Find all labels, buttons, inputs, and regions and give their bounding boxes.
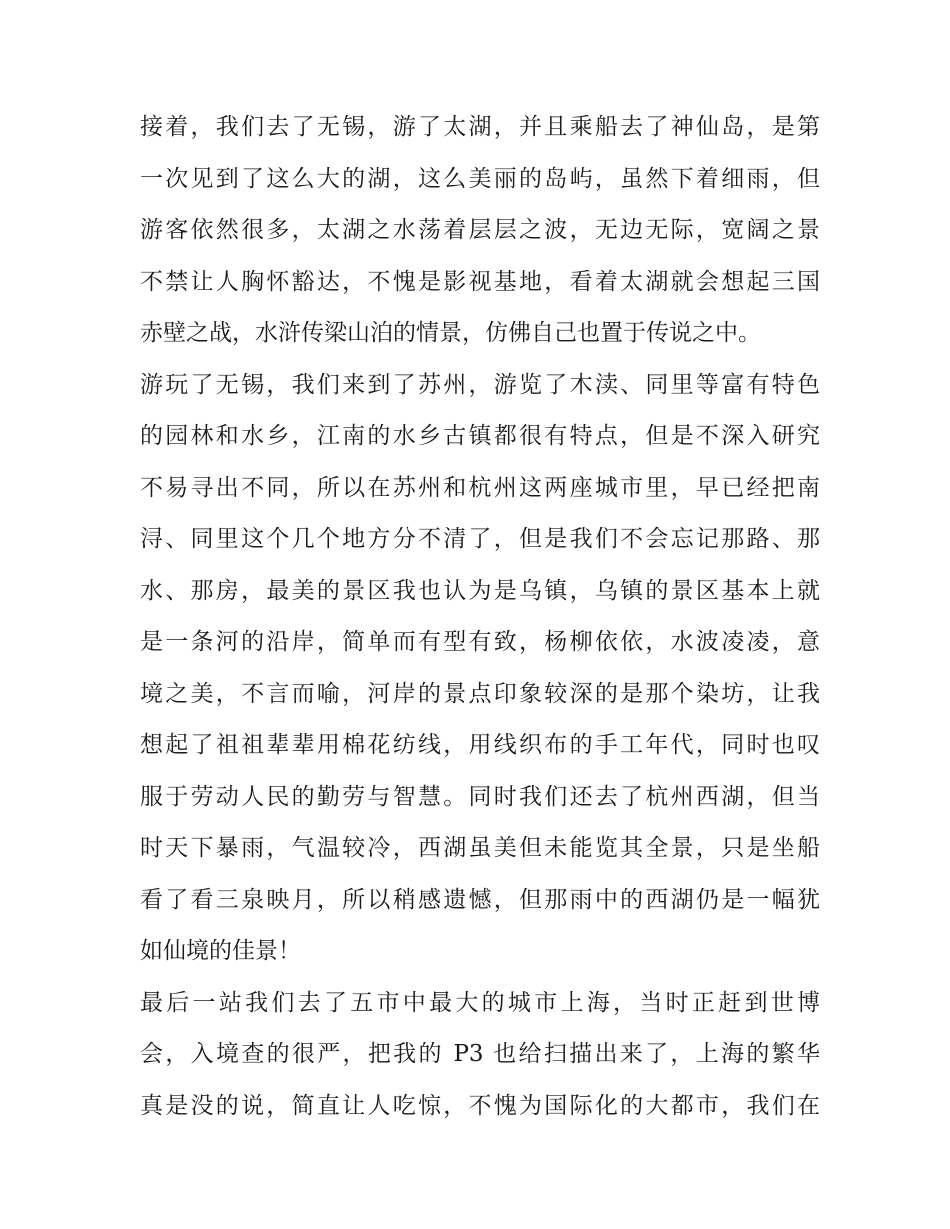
text-line: 是一条河的沿岸，简单而有型有致，杨柳依依，水波凌凌，意 xyxy=(140,629,820,655)
text-line: 游客依然很多，太湖之水荡着层层之波，无边无际，宽阔之景 xyxy=(140,217,820,243)
text-line: 一次见到了这么大的湖，这么美丽的岛屿，虽然下着细雨，但 xyxy=(140,165,820,192)
text-line: 如仙境的佳景！ xyxy=(140,938,301,964)
text-line: 的园林和水乡，江南的水乡古镇都很有特点，但是不深入研究 xyxy=(140,423,820,449)
text-line: 赤壁之战，水浒传梁山泊的情景，仿佛自己也置于传说之中。 xyxy=(140,320,761,346)
text-line: 最后一站我们去了五市中最大的城市上海，当时正赶到世博 xyxy=(140,989,820,1016)
text-line: 服于劳动人民的勤劳与智慧。同时我们还去了杭州西湖，但当 xyxy=(140,783,820,810)
text-line: 真是没的说，简直让人吃惊，不愧为国际化的大都市，我们在 xyxy=(140,1092,820,1119)
text-line: 游玩了无锡，我们来到了苏州，游览了木渎、同里等富有特色 xyxy=(140,371,820,398)
text-line: 时天下暴雨，气温较冷，西湖虽美但未能览其全景，只是坐船 xyxy=(140,835,820,861)
text-line: 想起了祖祖辈辈用棉花纺线，用线织布的手工年代，同时也叹 xyxy=(140,732,820,758)
text-line: 浔、同里这个几个地方分不清了，但是我们不会忘记那路、那 xyxy=(140,526,820,552)
text-line: 境之美，不言而喻，河岸的景点印象较深的是那个染坊，让我 xyxy=(140,680,820,707)
text-line: 不易寻出不同，所以在苏州和杭州这两座城市里，早已经把南 xyxy=(140,474,820,501)
body-text xyxy=(140,102,820,1132)
text-line: 不禁让人胸怀豁达，不愧是影视基地，看着太湖就会想起三国 xyxy=(140,268,820,295)
text-line: 接着，我们去了无锡，游了太湖，并且乘船去了神仙岛，是第 xyxy=(140,114,820,140)
text-line: 看了看三泉映月，所以稍感遗憾，但那雨中的西湖仍是一幅犹 xyxy=(140,886,820,913)
text-line: 会，入境查的很严，把我的 P3 也给扫描出来了，上海的繁华 xyxy=(140,1041,820,1067)
text-line: 水、那房，最美的景区我也认为是乌镇，乌镇的景区基本上就 xyxy=(140,577,820,604)
